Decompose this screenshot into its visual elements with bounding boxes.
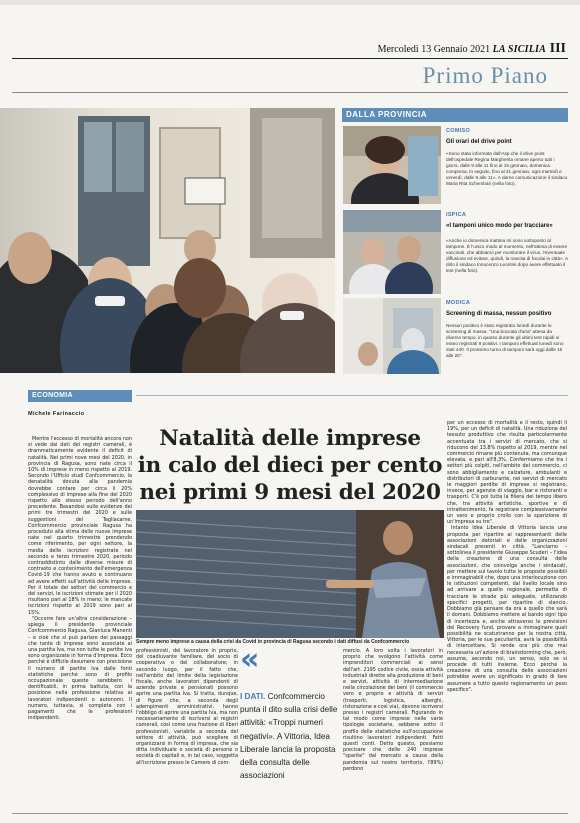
sidebar-photo-modica [343,298,441,374]
headline-line: Natalità delle imprese [159,426,421,451]
sidebar-tag-ispica: ISPICA [446,212,467,218]
pull-quote [240,690,340,782]
sidebar-headline-ispica: «I tamponi unico modo per tracciare» [446,223,553,229]
main-photo-image [0,108,335,373]
top-strip [0,0,580,5]
sidebar-tag-comiso: COMISO [446,128,471,134]
sidebar-photo-ispica [343,210,441,294]
headline-line: nei primi 9 mesi del 2020 [139,480,441,505]
article-column-2 [136,648,238,813]
pull-quote-text: Confcommercio punta il dito sulla crisi delle attività: «Troppi numeri negativi». A Vittoria, Idea Liberale lancia la proposta della consulta delle associazioni [240,692,338,781]
article-col3-paragraph: mercio. A loro volta i lavoratori in proprio che svolgono l'attività come imprenditori commerciali ai sensi dell'art. 2195 codice civile, ossia attività industriali dirette alla produzione di beni e servizi, attività di intermediazione nella circolazione dei beni (il commercio vero e proprio e attività di servizi (trasporti, logistica, alberghi, ristorazione e così via), devono iscriversi presso i registri camerali. Figurando in tal modo come imprese nelle varie tipologie societarie, sebbene sotto il profilo delle statistiche sull'occupazione risultino lavoratori indipendenti. Fatti questi conti. Detto questo, possiamo precisare che delle 240 imprese "sparite" dal mercato a causa della pandemia sul nostro territorio, l'89%) perdono [343,648,443,772]
sidebar-headline-modica: Screening di massa, nessun positivo [446,311,552,317]
sidebar-photo-comiso-image [343,126,441,204]
header-rule [12,58,568,59]
article-right-paragraph: per un eccesso di mortalità e il resto, quindi il 19%, per un deficit di natalità. Una riduzione del tessuto produttivo che risulta particolarmente accentuata tra i servizi di mercato, che si riducono del 13,8% rispetto al 2019, mentre nel commercio rimane più contenuta, ma comunque elevata, e pari all'8,3%. Confermiamo che tra i settori più colpiti, nell'ambito del commercio, ci sono abbigliamento e calzature, ambulanti e distributori di carburante, nei servizi di mercato le maggiori perdite di imprese si registrano, invece, per agenzie di viaggio, bar e ristoranti e trasporti. C'è poi tutta la filiera del tempo libero che, tra attività artistiche, sportive e di intrattenimento, fa registrare complessivamente un vero e proprio crollo con la sparizione di un'impresa su tre". [447,420,567,526]
article-byline: Michele Farinaccio [28,411,85,417]
article-column-3 [343,648,443,813]
article-photo-shop-shutter [136,510,444,638]
sidebar-tag-modica: MODICA [446,300,471,306]
article-headline [136,425,444,506]
article-column-right [447,420,567,810]
section-title: Primo Piano [422,63,548,88]
sidebar-photo-ispica-image [343,210,441,294]
article-right-paragraph: Intanto Idea Liberale di Vittoria lancia una proposta per ripartire ai rappresentanti delle associazioni datoriali e delle organizzazioni sindacali presenti in città. "Lanciamo – sottolinea il presidente Giuseppe Scuderi – l'idea della creazione di una consulta delle associazioni, che coinvolga anche i sindacati, per mettere sul tavolo tutte le proposte possibili e immaginabili che, dopo una interlocuzione con le istituzioni competenti, dal livello locale sino ad arrivare a quello regionale, permetta di tracciare le strade più adeguate, utilizzando specifici progetti, per ripartire di slancio. Dobbiamo già pensare da ora a quello che sarà il domani. Dobbiamo mettere al bando ogni tipo di incertezza e, anche attraverso le previsioni del Recovery fund, provare a immaginare quali possibilità ne scaturiranno per la nostra città, Vittoria, per le sue peculiarità, avrà la possibilità di intercettare. Si rende ora più che mai necessaria un'azione di brainstorming che, però, assume, secondo noi, un senso, solo se si procede di tutti insieme. Ecco perché la creazione di una consulta delle associazioni potrebbe avere un significato in grado di fare assumere a tutto questo ragionamento un peso specifico". [447,525,567,693]
pull-quote-mark: « [240,642,254,677]
article-section-rule [136,395,568,396]
photo-caption: Sempre meno imprese a causa della crisi da Covid in provincia di Ragusa secondo i dati diffusi da Confcommercio [136,639,410,645]
sidebar-body-ispica: «Anche io domenica mattina mi sono sottoposto al tampone. È l'unico modo al momento, nell'attesa di essere vaccinati, che abbiamo per monitorare il virus, l'eventuale diffusione ed evitare, quindi, la nascita di focolai in città». A dirlo il sindaco Innocenzo Leontini dopo avere effettuato il test (nella foto). [446,238,568,273]
article-section-label: ECONOMIA [28,390,132,402]
pull-quote-lead: I DATI. [240,692,266,701]
article-column-1 [28,420,132,810]
page-number: III [549,41,566,56]
main-photo-queue-drive-point [0,108,335,373]
sidebar-photo-comiso [343,126,441,204]
sidebar-photo-modica-image [343,298,441,374]
issue-date: Mercoledì 13 Gennaio 2021 [377,44,491,55]
headline-line: in calo del dieci per cento [137,453,443,478]
sidebar-header: DALLA PROVINCIA [342,108,568,122]
footer-rule [12,813,568,814]
article-col1-paragraph: Mentre l'eccesso di mortalità ancora non si vede dai dati dei registri camerali, è drammaticamente evidente il deficit di natalità. Nei primi nove mesi del 2020, in provincia di Ragusa, sono nate circa il 10% di imprese in meno rispetto al 2019. Secondo l'Ufficio studi Confcommercio, la denatalità dovuta alla pandemia dovrebbe contare per circa il 20% complessivo di imprese alla fine del 2020 rispetto allo stesso periodo dell'anno precedente. Basandosi sulle evidenze dei primi tre trimestri del 2020 e sulle suggestioni del Tagliacarne, Confcommercio provinciale Ragusa ha proceduto alla stima delle nuove imprese nate nel quarto trimestre prendendo come riferimento, per ogni settore, la media delle iscrizioni registrate nel secondo e terzo trimestre 2020, periodo contraddistinto dalle diverse misure di contrasto e contenimento dell'emergenza Covid-19 che hanno avuto e continuano ad avere effetti sull'attività delle imprese. Per il totale dei settori del commercio e dei servizi, le iscrizioni stimate per il 2020 risultano pari al 18% in meno; le mancate iscrizioni rispetto al 2019 sono pari al 15%. [28,436,132,616]
sidebar-headline-comiso: Gli orari del drive point [446,139,512,145]
newspaper-brand: LA SICILIA [492,44,546,55]
sidebar-body-modica: Nessun positivo è stato registrato lunedì durante lo screening di massa. "Una boccata d'aria" attesa da diverso tempo, in quanto durante gli ultimi test rapidi si erano registrati 8 positivi. I tamponi effettuati lunedì sono stati 440. Il prossimo turno di tamponi sarà oggi dalle 16 alle 20". [446,323,564,358]
article-photo-image [136,510,444,638]
date-line [378,44,546,55]
article-col1-paragraph: "Occorre fare un'altra considerazione – spiega il presidente provinciale Confcommercio Ragusa, Gianluca Manenti – e cioè che si può parlare dei passaggi che tante di imprese sono associate al una partita Iva, ma non tutte le partite Iva sono organizzate in forma d'impresa. Ecco perché è difficile desumere con precisione il numero di partite Iva dalle fonti statistiche perché sono di profilo occupazionale queste sarebbero i dentificabili, in prima battuta, con la posizione nella professione relativa ai lavoratori indipendenti o autonomi. Il numero, tuttavia, si completa con i pagamenti che le professioni indipendenti. [28,615,132,722]
section-rule [12,92,568,93]
article-col2-paragraph: professionisti, del lavoratore in proprio, del coadiuvante familiare, del socio di cooperativa o del collaboratore; in secondo luogo, per il fatto che, nell'ambito del limite della legislazione fiscale, anche lavoratori dipendenti di aziende private e pensionati possono aprire una partita Iva. Si tratta, dunque, di figure che, a seconda degli adempimenti amministrativi, hanno l'obbligo di aprire una partita Iva, ma non necessariamente di iscriversi ai registri camerali, così come una frazione di liberi professionisti, variabile a seconda del settore di attività, può scegliere di organizzarsi in forma di impresa, che sia ditta individuale o società di persone o società di capitali e, in tal caso, soggetta all'iscrizione presso le Camere di com- [136,648,238,766]
sidebar-body-comiso: «Sono stata informata dall'Asp che il drive point dell'ospedale Regina Margherita rimane aperto tutti i giorni, dalle 9 alle 11 fino al 15 gennaio, domenica compresa. In seguito, fino al 31 gennaio, ogni martedì e venerdì, dalle 9 alle 11». A darne comunicazione il sindaco Maria Rita Schembari (nella foto). [446,151,568,186]
